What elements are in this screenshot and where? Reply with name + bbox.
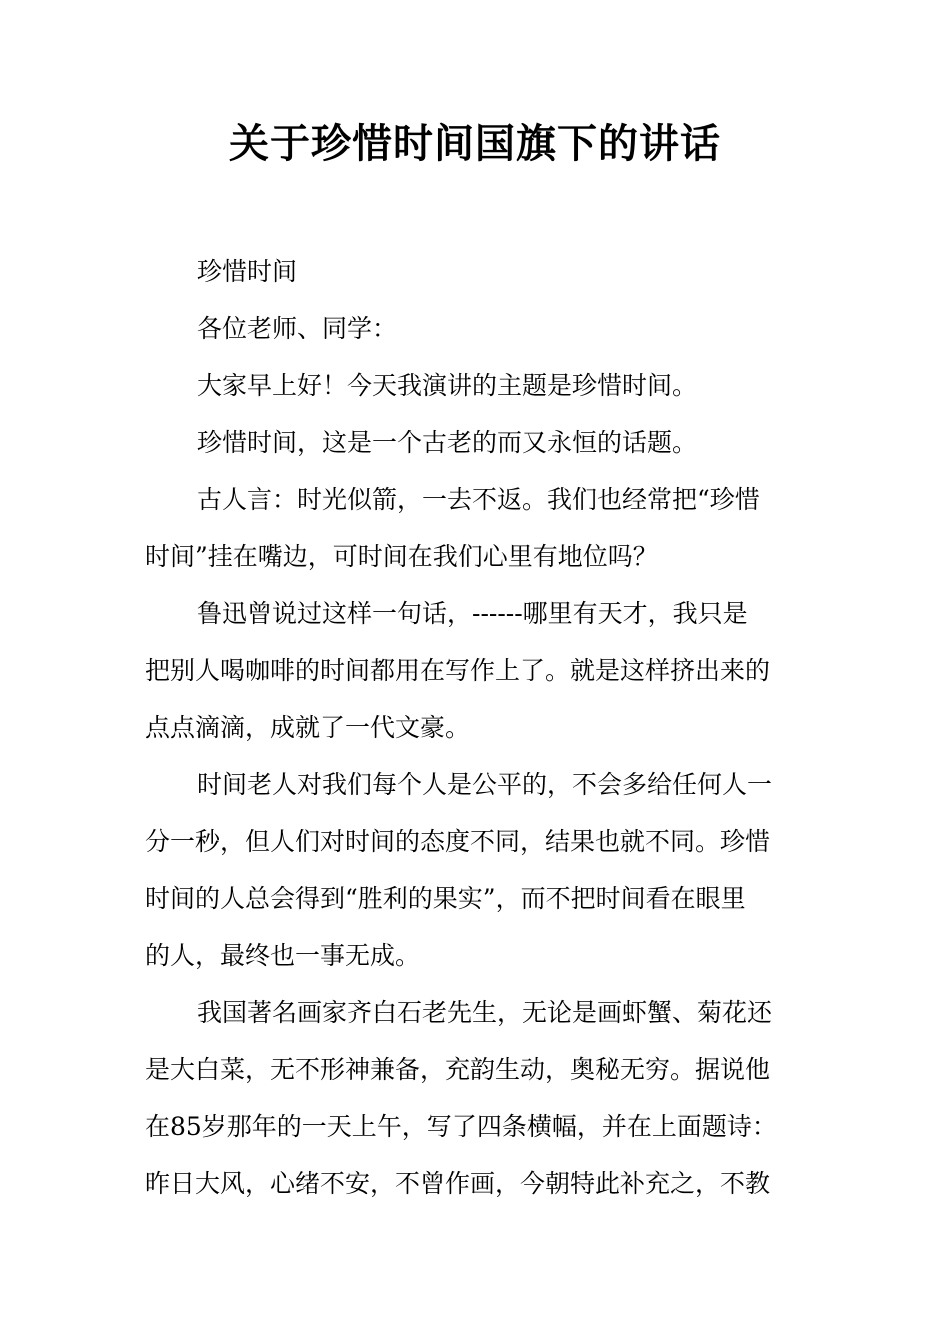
- text-line: 鲁迅曾说过这样一句话，------哪里有天才，我只是: [197, 599, 748, 628]
- text-line: 分一秒，但人们对时间的态度不同，结果也就不同。珍惜: [145, 827, 771, 856]
- text-line: 珍惜时间，这是一个古老的而又永恒的话题。: [197, 428, 698, 457]
- text-line: 把别人喝咖啡的时间都用在写作上了。就是这样挤出来的: [145, 656, 771, 685]
- paragraph: [145, 357, 807, 414]
- text-line: 古人言：时光似箭，一去不返。我们也经常把“珍惜: [197, 485, 760, 514]
- text-line: 在85岁那年的一天上午，写了四条横幅，并在上面题诗：: [145, 1112, 777, 1141]
- paragraph: [145, 585, 807, 756]
- text-line: 时间的人总会得到“胜利的果实”，而不把时间看在眼里: [145, 884, 746, 913]
- text-line: 是大白菜，无不形神兼备，充韵生动，奥秘无穷。据说他: [145, 1055, 771, 1084]
- paragraph: [145, 243, 807, 300]
- text-line: 大家早上好！今天我演讲的主题是珍惜时间。: [197, 371, 698, 400]
- paragraph: [145, 300, 807, 357]
- text-line: 我国著名画家齐白石老先生，无论是画虾蟹、菊花还: [197, 998, 773, 1027]
- text-line: 的人，最终也一事无成。: [145, 941, 421, 970]
- text-line: 昨日大风，心绪不安，不曾作画，今朝特此补充之，不教: [145, 1169, 771, 1198]
- paragraph: [145, 471, 807, 585]
- text-line: 时间老人对我们每个人是公平的，不会多给任何人一: [197, 770, 773, 799]
- paragraph: [145, 414, 807, 471]
- text-line: 珍惜时间: [197, 257, 298, 286]
- text-line: 点点滴滴，成就了一代文豪。: [145, 713, 471, 742]
- text-line: 时间”挂在嘴边，可时间在我们心里有地位吗？: [145, 542, 658, 571]
- document-title: 关于珍惜时间国旗下的讲话: [229, 120, 721, 167]
- document-body: [145, 243, 807, 1212]
- text-line: 各位老师、同学：: [197, 314, 398, 343]
- paragraph: [145, 984, 807, 1212]
- paragraph: [145, 756, 807, 984]
